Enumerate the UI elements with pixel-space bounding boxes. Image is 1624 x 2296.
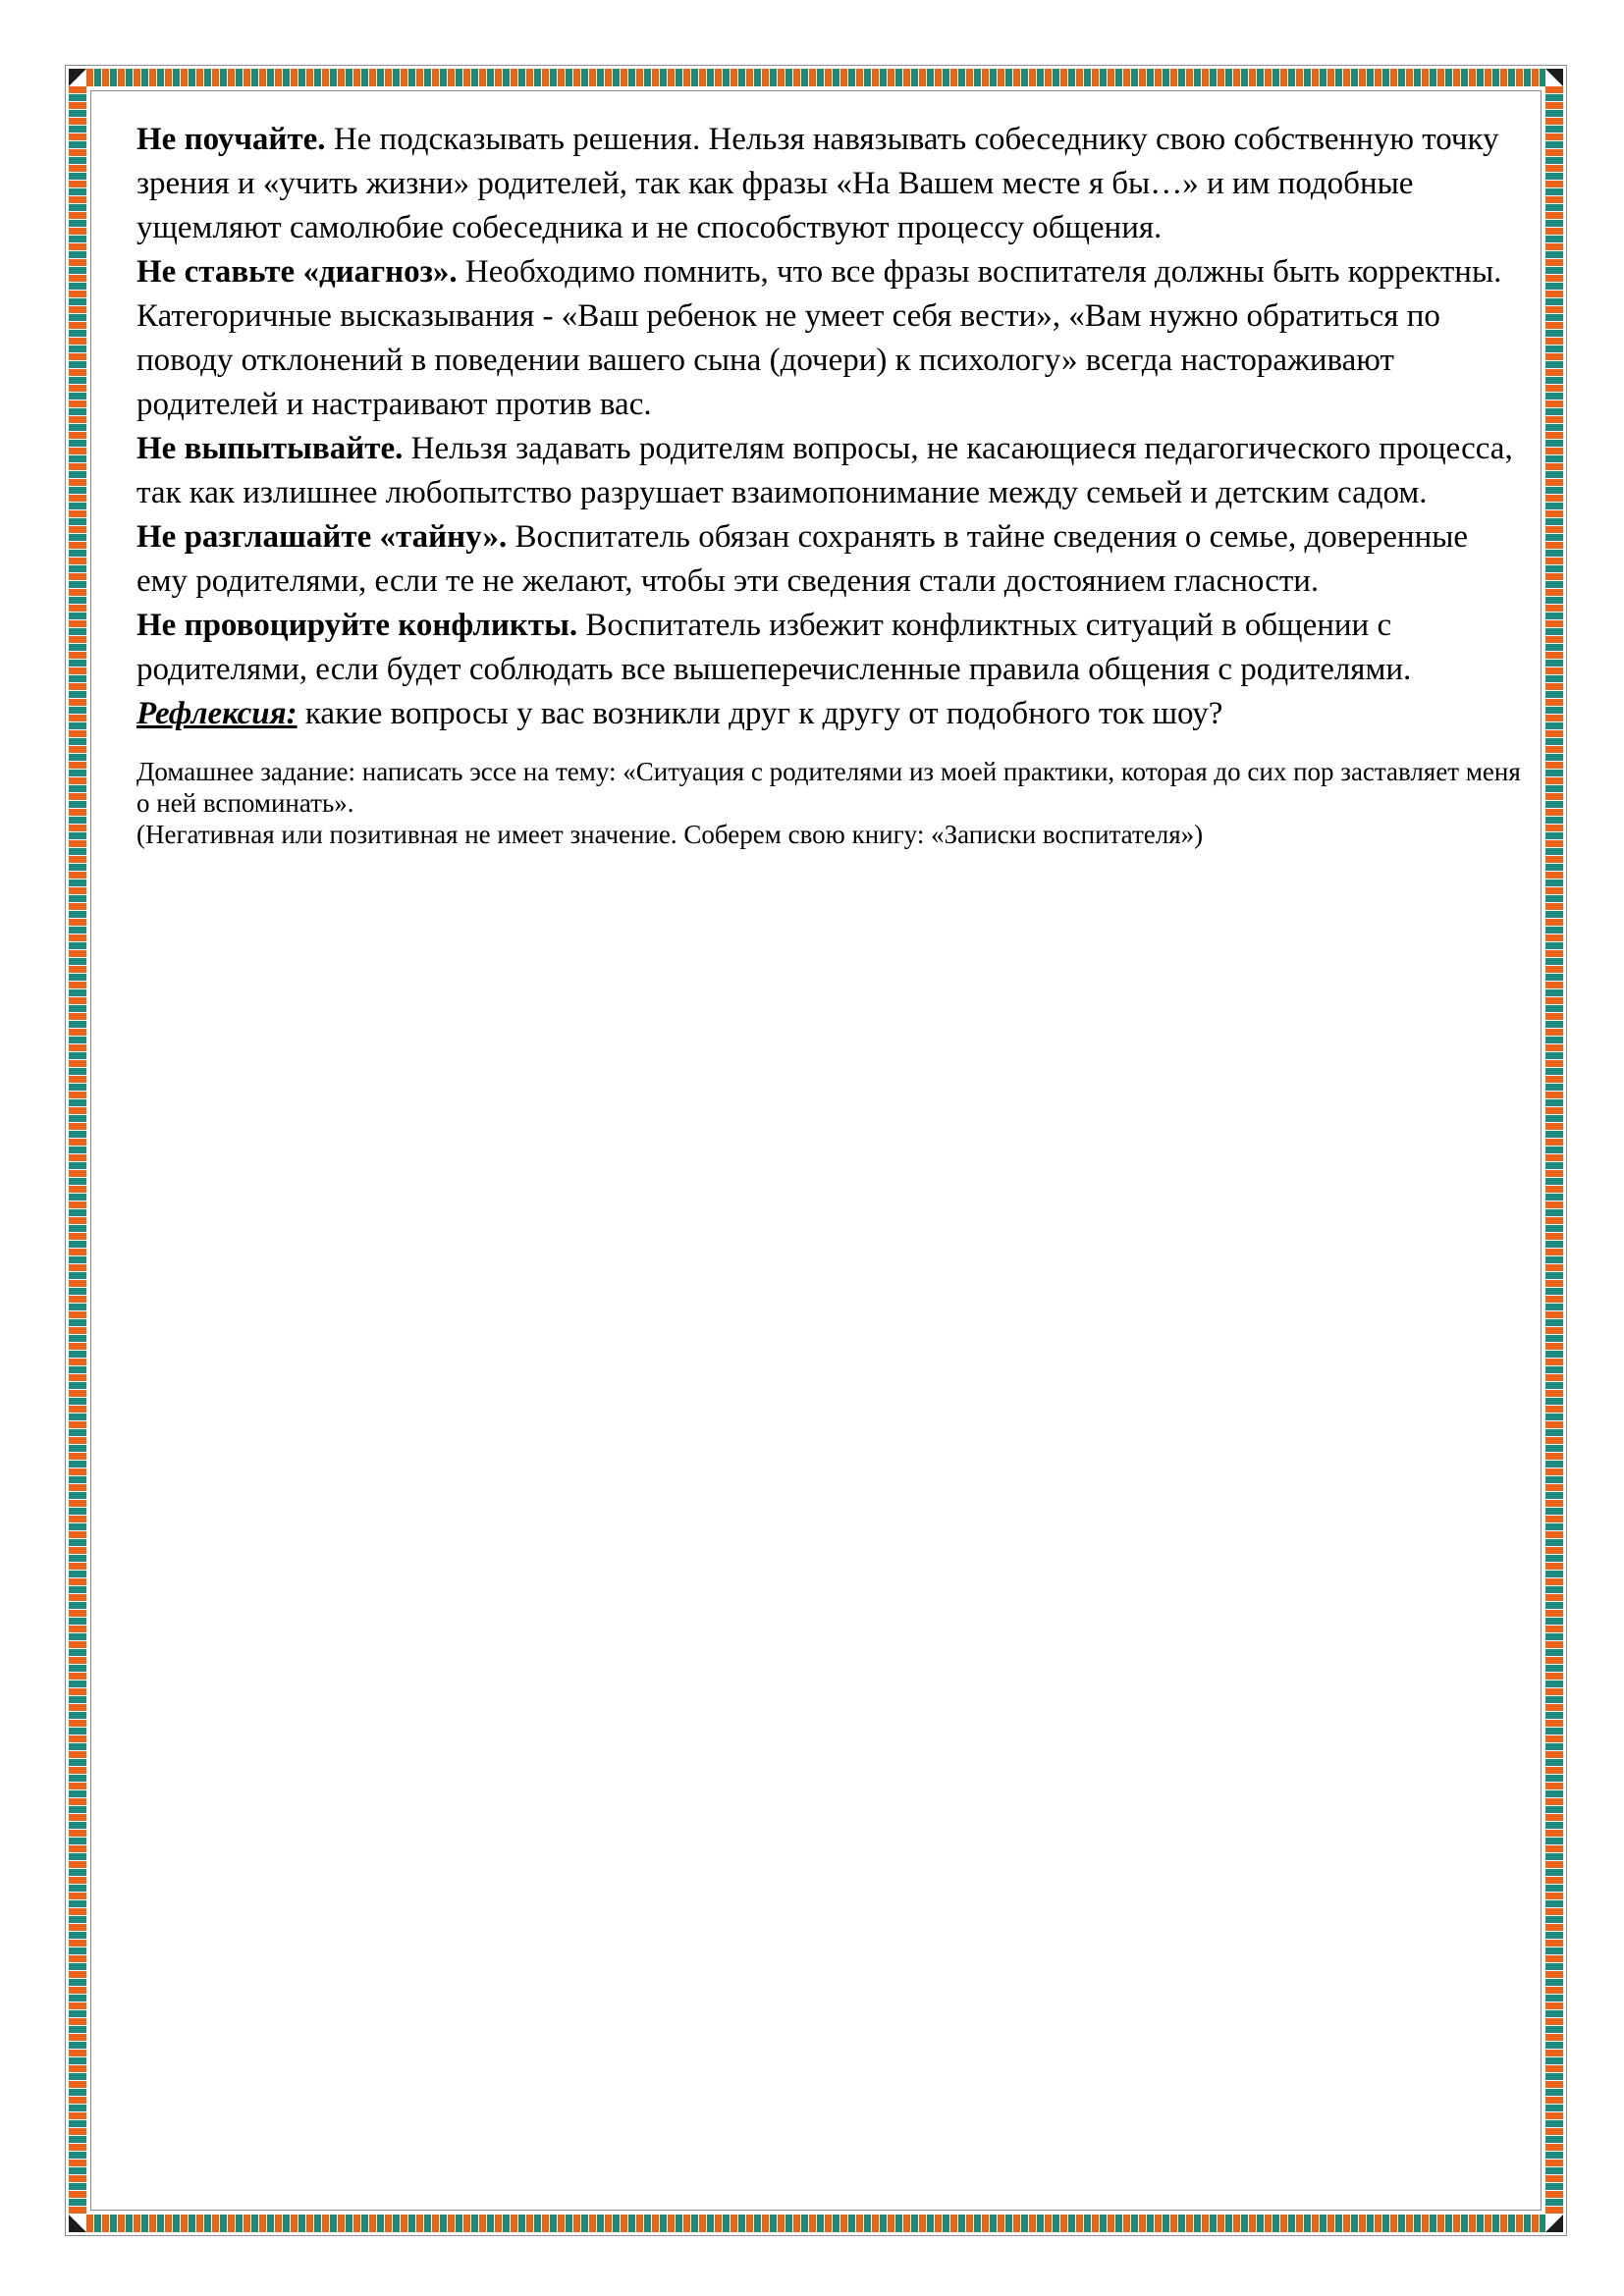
homework-note: (Негативная или позитивная не имеет значение. Соберем свою книгу: «Записки воспитателя») bbox=[136, 820, 1204, 849]
homework-assignment: Домашнее задание: написать эссе на тему: «Ситуация с родителями из моей практики, которая до сих пор заставляет меня о ней вспоминать». bbox=[136, 757, 1521, 818]
rule-paragraph bbox=[136, 250, 1521, 427]
reflection-text: какие вопросы у вас возникли друг к другу от подобного ток шоу? bbox=[297, 696, 1223, 731]
decorative-border-left bbox=[69, 86, 86, 2215]
rule-title: Не провоцируйте конфликты. bbox=[136, 608, 578, 643]
reflection-paragraph bbox=[136, 692, 1521, 736]
rule-paragraph bbox=[136, 118, 1521, 250]
homework-block bbox=[136, 756, 1521, 850]
decorative-border-top bbox=[86, 69, 1545, 86]
rule-title: Не выпытывайте. bbox=[136, 431, 404, 466]
rule-paragraph bbox=[136, 427, 1521, 515]
rule-text: Нельзя задавать родителям вопросы, не касающиеся педагогического процесса, так как излишнее любопытство разрушает взаимопонимание между семьей и детским садом. bbox=[136, 431, 1513, 510]
rule-text: Не подсказывать решения. Нельзя навязывать собеседнику свою собственную точку зрения и «учить жизни» родителей, так как фразы «На Вашем месте я бы…» и им подобные ущемляют самолюбие собеседника и не способствуют процессу общения. bbox=[136, 122, 1499, 245]
rule-title: Не поучайте. bbox=[136, 122, 326, 157]
rule-text: Воспитатель обязан сохранять в тайне сведения о семье, доверенные ему родителями, если те не желают, чтобы эти сведения стали достоянием гласности. bbox=[136, 519, 1469, 599]
rules-list bbox=[136, 118, 1521, 736]
rule-text: Воспитатель избежит конфликтных ситуаций в общении с родителями, если будет соблюдать все вышеперечисленные правила общения с родителями. bbox=[136, 608, 1412, 687]
document-content bbox=[136, 118, 1521, 850]
reflection-label: Рефлексия: bbox=[136, 696, 298, 731]
rule-title: Не ставьте «диагноз». bbox=[136, 254, 458, 290]
rule-title: Не разглашайте «тайну». bbox=[136, 519, 508, 555]
rule-paragraph bbox=[136, 604, 1521, 692]
rule-text: Необходимо помнить, что все фразы воспитателя должны быть корректны. Категоричные высказывания - «Ваш ребенок не умеет себя вести», «Вам нужно обратиться по поводу отклонений в поведении вашего сына (дочери) к психологу» всегда настораживают родителей и настраивают против вас. bbox=[136, 254, 1502, 422]
decorative-border-right bbox=[1545, 86, 1563, 2215]
decorative-border-bottom bbox=[86, 2215, 1545, 2232]
rule-paragraph bbox=[136, 515, 1521, 604]
